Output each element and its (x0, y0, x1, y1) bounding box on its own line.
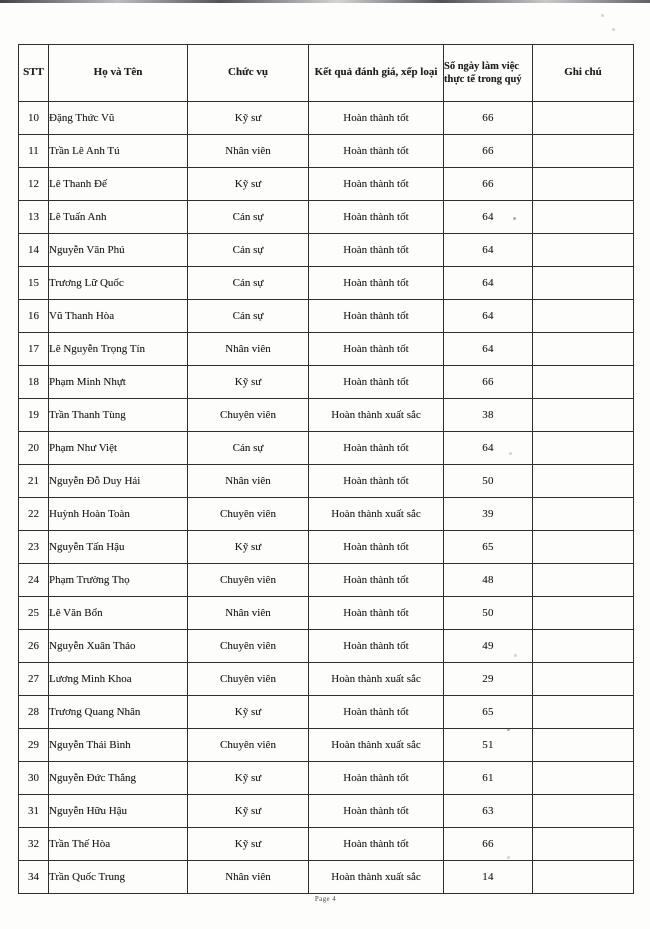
cell-result: Hoàn thành tốt (309, 135, 444, 168)
cell-note (533, 795, 634, 828)
evaluation-table (18, 44, 634, 894)
cell-result: Hoàn thành tốt (309, 102, 444, 135)
scan-speck (514, 654, 517, 657)
cell-position: Kỹ sư (188, 168, 309, 201)
cell-name: Lê Thanh Đế (49, 168, 188, 201)
cell-days: 66 (444, 168, 533, 201)
cell-result: Hoàn thành xuất sắc (309, 861, 444, 894)
cell-result: Hoàn thành tốt (309, 630, 444, 663)
cell-days: 61 (444, 762, 533, 795)
cell-name: Trần Thế Hòa (49, 828, 188, 861)
cell-days: 29 (444, 663, 533, 696)
cell-days: 66 (444, 366, 533, 399)
cell-stt: 24 (19, 564, 49, 597)
scan-speck (507, 728, 510, 731)
cell-name: Trần Lê Anh Tú (49, 135, 188, 168)
cell-stt: 34 (19, 861, 49, 894)
cell-position: Nhân viên (188, 135, 309, 168)
cell-stt: 22 (19, 498, 49, 531)
cell-position: Cán sự (188, 432, 309, 465)
cell-result: Hoàn thành tốt (309, 762, 444, 795)
table-row (19, 663, 634, 696)
cell-result: Hoàn thành tốt (309, 432, 444, 465)
cell-stt: 16 (19, 300, 49, 333)
cell-note (533, 168, 634, 201)
cell-result: Hoàn thành tốt (309, 267, 444, 300)
cell-days: 49 (444, 630, 533, 663)
cell-position: Kỹ sư (188, 531, 309, 564)
cell-result: Hoàn thành tốt (309, 366, 444, 399)
cell-note (533, 498, 634, 531)
cell-stt: 31 (19, 795, 49, 828)
table-row (19, 828, 634, 861)
cell-stt: 28 (19, 696, 49, 729)
cell-days: 50 (444, 597, 533, 630)
cell-days: 64 (444, 333, 533, 366)
cell-days: 66 (444, 102, 533, 135)
cell-name: Nguyễn Đỗ Duy Hải (49, 465, 188, 498)
cell-days: 66 (444, 135, 533, 168)
cell-result: Hoàn thành tốt (309, 531, 444, 564)
cell-stt: 11 (19, 135, 49, 168)
cell-name: Trương Lữ Quốc (49, 267, 188, 300)
scan-speck (509, 452, 512, 455)
cell-days: 64 (444, 432, 533, 465)
cell-position: Cán sự (188, 300, 309, 333)
cell-position: Chuyên viên (188, 498, 309, 531)
cell-stt: 15 (19, 267, 49, 300)
table-row (19, 696, 634, 729)
cell-days: 63 (444, 795, 533, 828)
cell-result: Hoàn thành tốt (309, 795, 444, 828)
cell-note (533, 630, 634, 663)
cell-stt: 30 (19, 762, 49, 795)
cell-position: Cán sự (188, 201, 309, 234)
cell-name: Nguyễn Hữu Hậu (49, 795, 188, 828)
cell-position: Cán sự (188, 234, 309, 267)
table-row (19, 465, 634, 498)
cell-stt: 17 (19, 333, 49, 366)
cell-note (533, 663, 634, 696)
cell-stt: 13 (19, 201, 49, 234)
cell-name: Nguyễn Xuân Thảo (49, 630, 188, 663)
cell-days: 64 (444, 300, 533, 333)
table-row (19, 201, 634, 234)
scan-artifact-top-edge (0, 0, 650, 3)
cell-position: Chuyên viên (188, 630, 309, 663)
cell-name: Lương Minh Khoa (49, 663, 188, 696)
cell-stt: 23 (19, 531, 49, 564)
cell-name: Nguyễn Văn Phú (49, 234, 188, 267)
table-row (19, 300, 634, 333)
cell-note (533, 399, 634, 432)
cell-stt: 26 (19, 630, 49, 663)
cell-note (533, 333, 634, 366)
table-body (19, 102, 634, 894)
cell-note (533, 234, 634, 267)
table-row (19, 498, 634, 531)
table-header (19, 45, 634, 102)
table-row (19, 861, 634, 894)
cell-name: Nguyễn Thái Bình (49, 729, 188, 762)
table-row (19, 432, 634, 465)
cell-note (533, 366, 634, 399)
cell-name: Vũ Thanh Hòa (49, 300, 188, 333)
col-header-days: Số ngày làm việc thực tế trong quý (444, 45, 533, 102)
cell-position: Nhân viên (188, 333, 309, 366)
cell-days: 64 (444, 201, 533, 234)
cell-note (533, 465, 634, 498)
cell-days: 39 (444, 498, 533, 531)
cell-note (533, 564, 634, 597)
cell-position: Kỹ sư (188, 366, 309, 399)
cell-note (533, 597, 634, 630)
cell-stt: 20 (19, 432, 49, 465)
col-header-note: Ghi chú (533, 45, 634, 102)
cell-name: Lê Nguyễn Trọng Tín (49, 333, 188, 366)
table-row (19, 333, 634, 366)
col-header-name: Họ và Tên (49, 45, 188, 102)
page-number: Page 4 (314, 895, 337, 903)
cell-stt: 29 (19, 729, 49, 762)
cell-name: Lê Văn Bổn (49, 597, 188, 630)
cell-result: Hoàn thành xuất sắc (309, 663, 444, 696)
cell-stt: 12 (19, 168, 49, 201)
table-row (19, 366, 634, 399)
cell-note (533, 729, 634, 762)
cell-position: Chuyên viên (188, 564, 309, 597)
cell-name: Trần Quốc Trung (49, 861, 188, 894)
cell-note (533, 135, 634, 168)
cell-name: Trương Quang Nhân (49, 696, 188, 729)
cell-position: Kỹ sư (188, 828, 309, 861)
table-row (19, 399, 634, 432)
table-row (19, 795, 634, 828)
cell-days: 38 (444, 399, 533, 432)
cell-note (533, 696, 634, 729)
cell-note (533, 531, 634, 564)
cell-stt: 25 (19, 597, 49, 630)
cell-days: 50 (444, 465, 533, 498)
cell-result: Hoàn thành tốt (309, 168, 444, 201)
cell-name: Huỳnh Hoàn Toàn (49, 498, 188, 531)
cell-position: Kỹ sư (188, 696, 309, 729)
cell-position: Chuyên viên (188, 399, 309, 432)
cell-name: Trần Thanh Tùng (49, 399, 188, 432)
cell-result: Hoàn thành tốt (309, 564, 444, 597)
scan-speck (513, 217, 516, 220)
cell-stt: 27 (19, 663, 49, 696)
cell-name: Nguyễn Đức Thắng (49, 762, 188, 795)
cell-result: Hoàn thành tốt (309, 597, 444, 630)
cell-result: Hoàn thành tốt (309, 696, 444, 729)
cell-position: Kỹ sư (188, 102, 309, 135)
table-row (19, 102, 634, 135)
cell-position: Chuyên viên (188, 729, 309, 762)
cell-days: 51 (444, 729, 533, 762)
cell-note (533, 762, 634, 795)
cell-position: Kỹ sư (188, 762, 309, 795)
cell-days: 66 (444, 828, 533, 861)
table-row (19, 564, 634, 597)
header-row (19, 45, 634, 102)
cell-result: Hoàn thành tốt (309, 300, 444, 333)
cell-result: Hoàn thành xuất sắc (309, 399, 444, 432)
cell-result: Hoàn thành tốt (309, 828, 444, 861)
cell-stt: 18 (19, 366, 49, 399)
cell-days: 65 (444, 531, 533, 564)
cell-position: Nhân viên (188, 465, 309, 498)
cell-days: 64 (444, 267, 533, 300)
cell-position: Chuyên viên (188, 663, 309, 696)
col-header-stt: STT (19, 45, 49, 102)
cell-name: Nguyễn Tấn Hậu (49, 531, 188, 564)
cell-days: 65 (444, 696, 533, 729)
cell-stt: 14 (19, 234, 49, 267)
cell-note (533, 102, 634, 135)
cell-stt: 10 (19, 102, 49, 135)
cell-name: Phạm Trường Thọ (49, 564, 188, 597)
cell-result: Hoàn thành tốt (309, 201, 444, 234)
cell-name: Lê Tuấn Anh (49, 201, 188, 234)
cell-position: Nhân viên (188, 597, 309, 630)
cell-stt: 32 (19, 828, 49, 861)
cell-result: Hoàn thành tốt (309, 465, 444, 498)
cell-note (533, 267, 634, 300)
cell-note (533, 201, 634, 234)
scan-speck (601, 14, 604, 17)
cell-days: 48 (444, 564, 533, 597)
cell-note (533, 300, 634, 333)
cell-stt: 19 (19, 399, 49, 432)
cell-result: Hoàn thành tốt (309, 333, 444, 366)
cell-position: Kỹ sư (188, 795, 309, 828)
cell-note (533, 432, 634, 465)
col-header-position: Chức vụ (188, 45, 309, 102)
table-row (19, 531, 634, 564)
cell-result: Hoàn thành xuất sắc (309, 498, 444, 531)
cell-name: Đặng Thức Vũ (49, 102, 188, 135)
cell-note (533, 861, 634, 894)
table-row (19, 234, 634, 267)
cell-result: Hoàn thành xuất sắc (309, 729, 444, 762)
table-row (19, 630, 634, 663)
table-row (19, 762, 634, 795)
cell-position: Nhân viên (188, 861, 309, 894)
cell-result: Hoàn thành tốt (309, 234, 444, 267)
table-row (19, 135, 634, 168)
cell-name: Phạm Như Việt (49, 432, 188, 465)
scan-speck (507, 856, 510, 859)
cell-position: Cán sự (188, 267, 309, 300)
scan-speck (612, 28, 615, 31)
table-row (19, 267, 634, 300)
cell-stt: 21 (19, 465, 49, 498)
table-row (19, 597, 634, 630)
table-row (19, 729, 634, 762)
col-header-result: Kết quả đánh giá, xếp loại (309, 45, 444, 102)
cell-days: 64 (444, 234, 533, 267)
cell-days: 14 (444, 861, 533, 894)
cell-name: Phạm Minh Nhựt (49, 366, 188, 399)
cell-note (533, 828, 634, 861)
table-row (19, 168, 634, 201)
